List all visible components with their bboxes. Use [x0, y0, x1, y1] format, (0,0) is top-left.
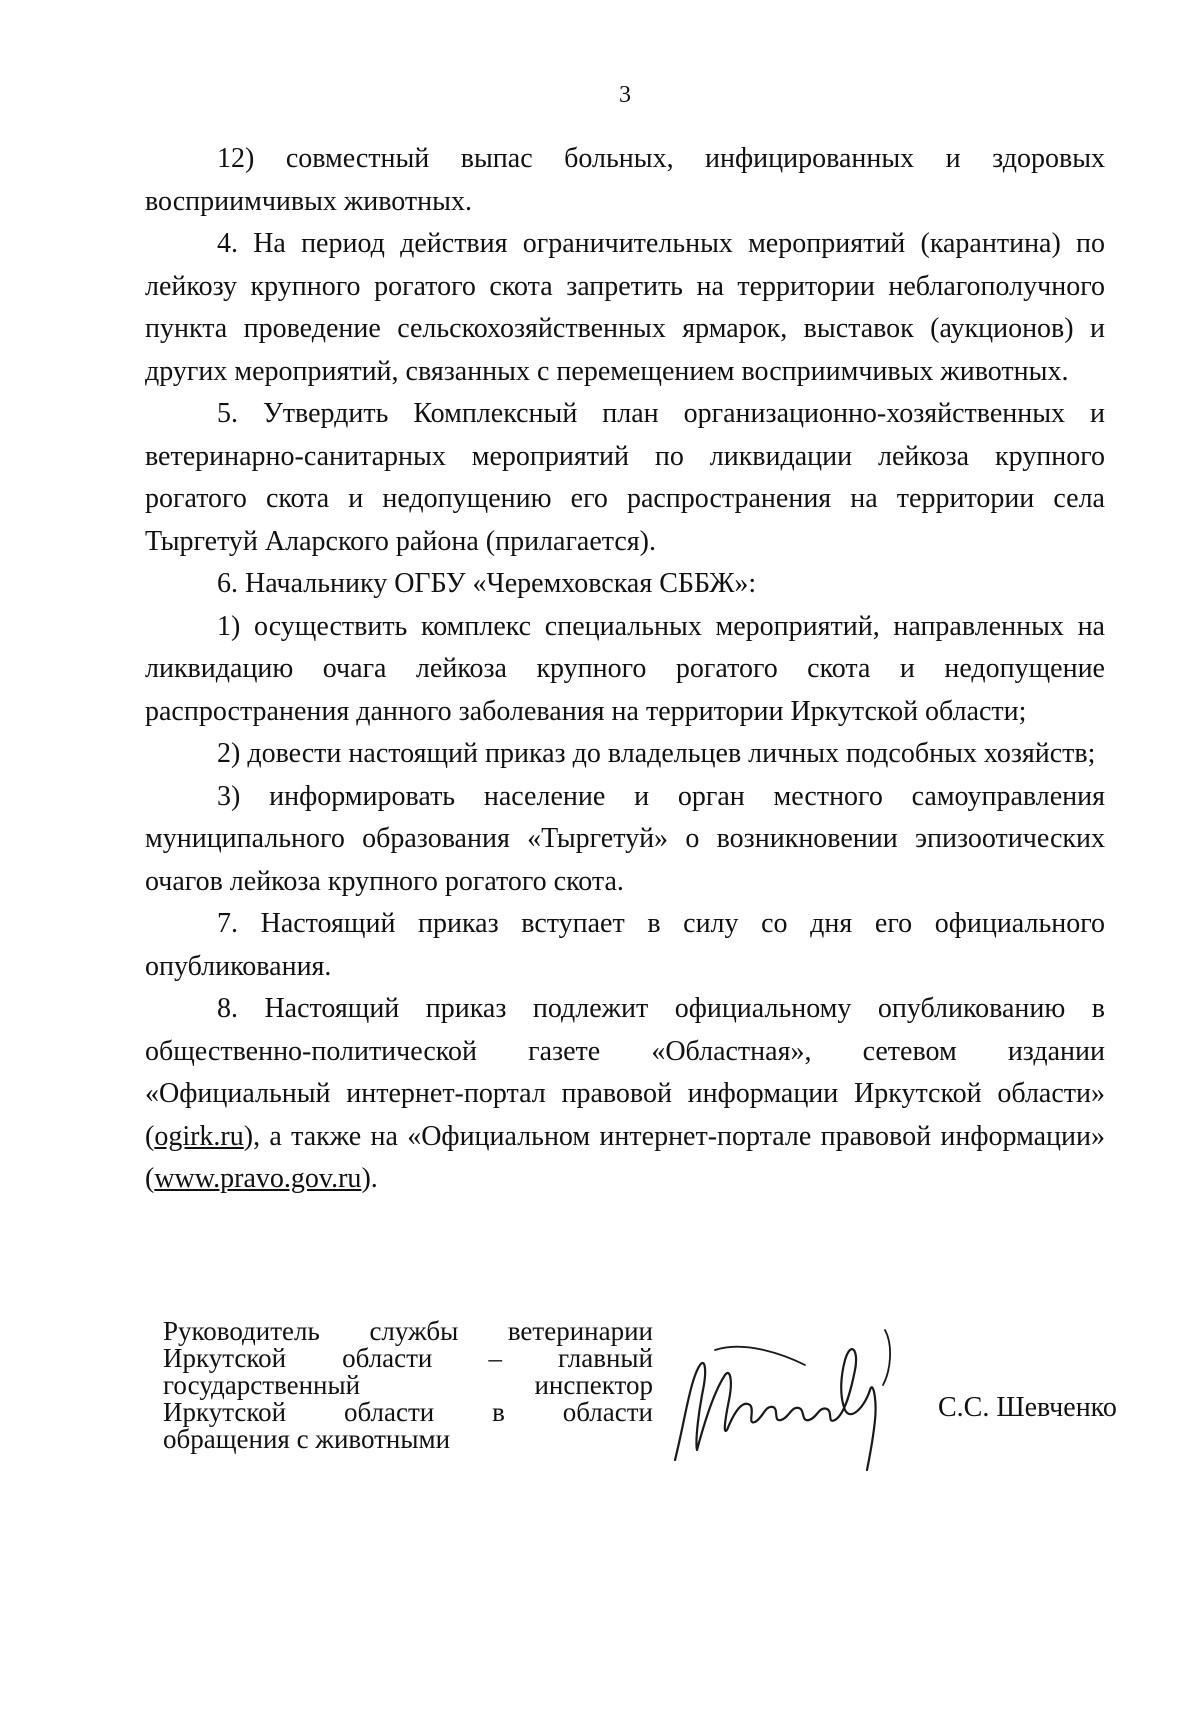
- paragraph-8-text-start: 8. Настоящий приказ подлежит официальному опубликованию в общественно-политической газете «Областная», сетевом издании «Официальный интернет-портал правовой информации Иркутской области» (: [145, 993, 1105, 1152]
- paragraph-5: 5. Утвердить Комплексный план организационно-хозяйственных и ветеринарно-санитарных мероприятий по ликвидации лейкоза крупного рогатого скота и недопущению его распространения на территории села Тыргетуй Аларского района (прилагается).: [145, 398, 1105, 557]
- paragraph-4: 4. На период действия ограничительных мероприятий (карантина) по лейкозу крупного рогатого скота запретить на территории неблагополучного пункта проведение сельскохозяйственных ярмарок, выставок (аукционов) и других мероприятий, связанных с перемещением восприимчивых животных.: [145, 228, 1105, 387]
- position-line-1: [163, 1318, 653, 1345]
- position-line-4: [163, 1399, 653, 1426]
- position-word: Иркутской: [163, 1397, 287, 1427]
- paragraph-6-1: 1) осуществить комплекс специальных мероприятий, направленных на ликвидацию очага лейкоза крупного рогатого скота и недопущение распространения данного заболевания на территории Иркутской области;: [145, 610, 1105, 727]
- position-line-3: [163, 1372, 653, 1399]
- position-word: службы: [369, 1316, 459, 1346]
- document-body: [145, 138, 1105, 1201]
- position-word: в: [492, 1397, 505, 1427]
- paragraph-8-text-end: ).: [361, 1163, 378, 1194]
- paragraph-8: [145, 988, 1105, 1201]
- position-word: ветеринарии: [507, 1316, 653, 1346]
- position-line-2: [163, 1345, 653, 1372]
- page-number: 3: [619, 82, 631, 108]
- position-word: Руководитель: [163, 1316, 320, 1346]
- paragraph-8-text-mid: ), а также на «Официальном интернет-портале правовой информации» (: [145, 1120, 1105, 1194]
- position-word: области: [562, 1397, 653, 1427]
- position-word: главный: [558, 1343, 653, 1373]
- paragraph-6-2: 2) довести настоящий приказ до владельцев личных подсобных хозяйств;: [217, 738, 1096, 769]
- position-word: области: [343, 1397, 435, 1427]
- position-word: Иркутской: [163, 1343, 287, 1373]
- position-line-5: [163, 1426, 653, 1453]
- position-word: обращения с животными: [163, 1424, 451, 1454]
- position-word: государственный: [163, 1370, 361, 1400]
- paragraph-7: 7. Настоящий приказ вступает в силу со дня его официального опубликования.: [145, 908, 1105, 982]
- paragraph-3-12: 12) совместный выпас больных, инфицированных и здоровых восприимчивых животных.: [145, 143, 1105, 217]
- position-word: –: [488, 1343, 502, 1373]
- position-word: области: [342, 1343, 433, 1373]
- paragraph-6-3: 3) информировать население и орган местного самоуправления муниципального образования «Тыргетуй» о возникновении эпизоотических очагов лейкоза крупного рогатого скота.: [145, 780, 1105, 897]
- pravo-gov-link[interactable]: www.pravo.gov.ru: [154, 1163, 362, 1194]
- signer-name: С.С. Шевченко: [938, 1392, 1117, 1423]
- position-word: инспектор: [534, 1370, 653, 1400]
- handwritten-signature: [655, 1310, 935, 1490]
- signer-position: [163, 1318, 653, 1453]
- ogirk-link[interactable]: ogirk.ru: [154, 1120, 244, 1152]
- paragraph-6: 6. Начальнику ОГБУ «Черемховская СББЖ»:: [217, 568, 757, 599]
